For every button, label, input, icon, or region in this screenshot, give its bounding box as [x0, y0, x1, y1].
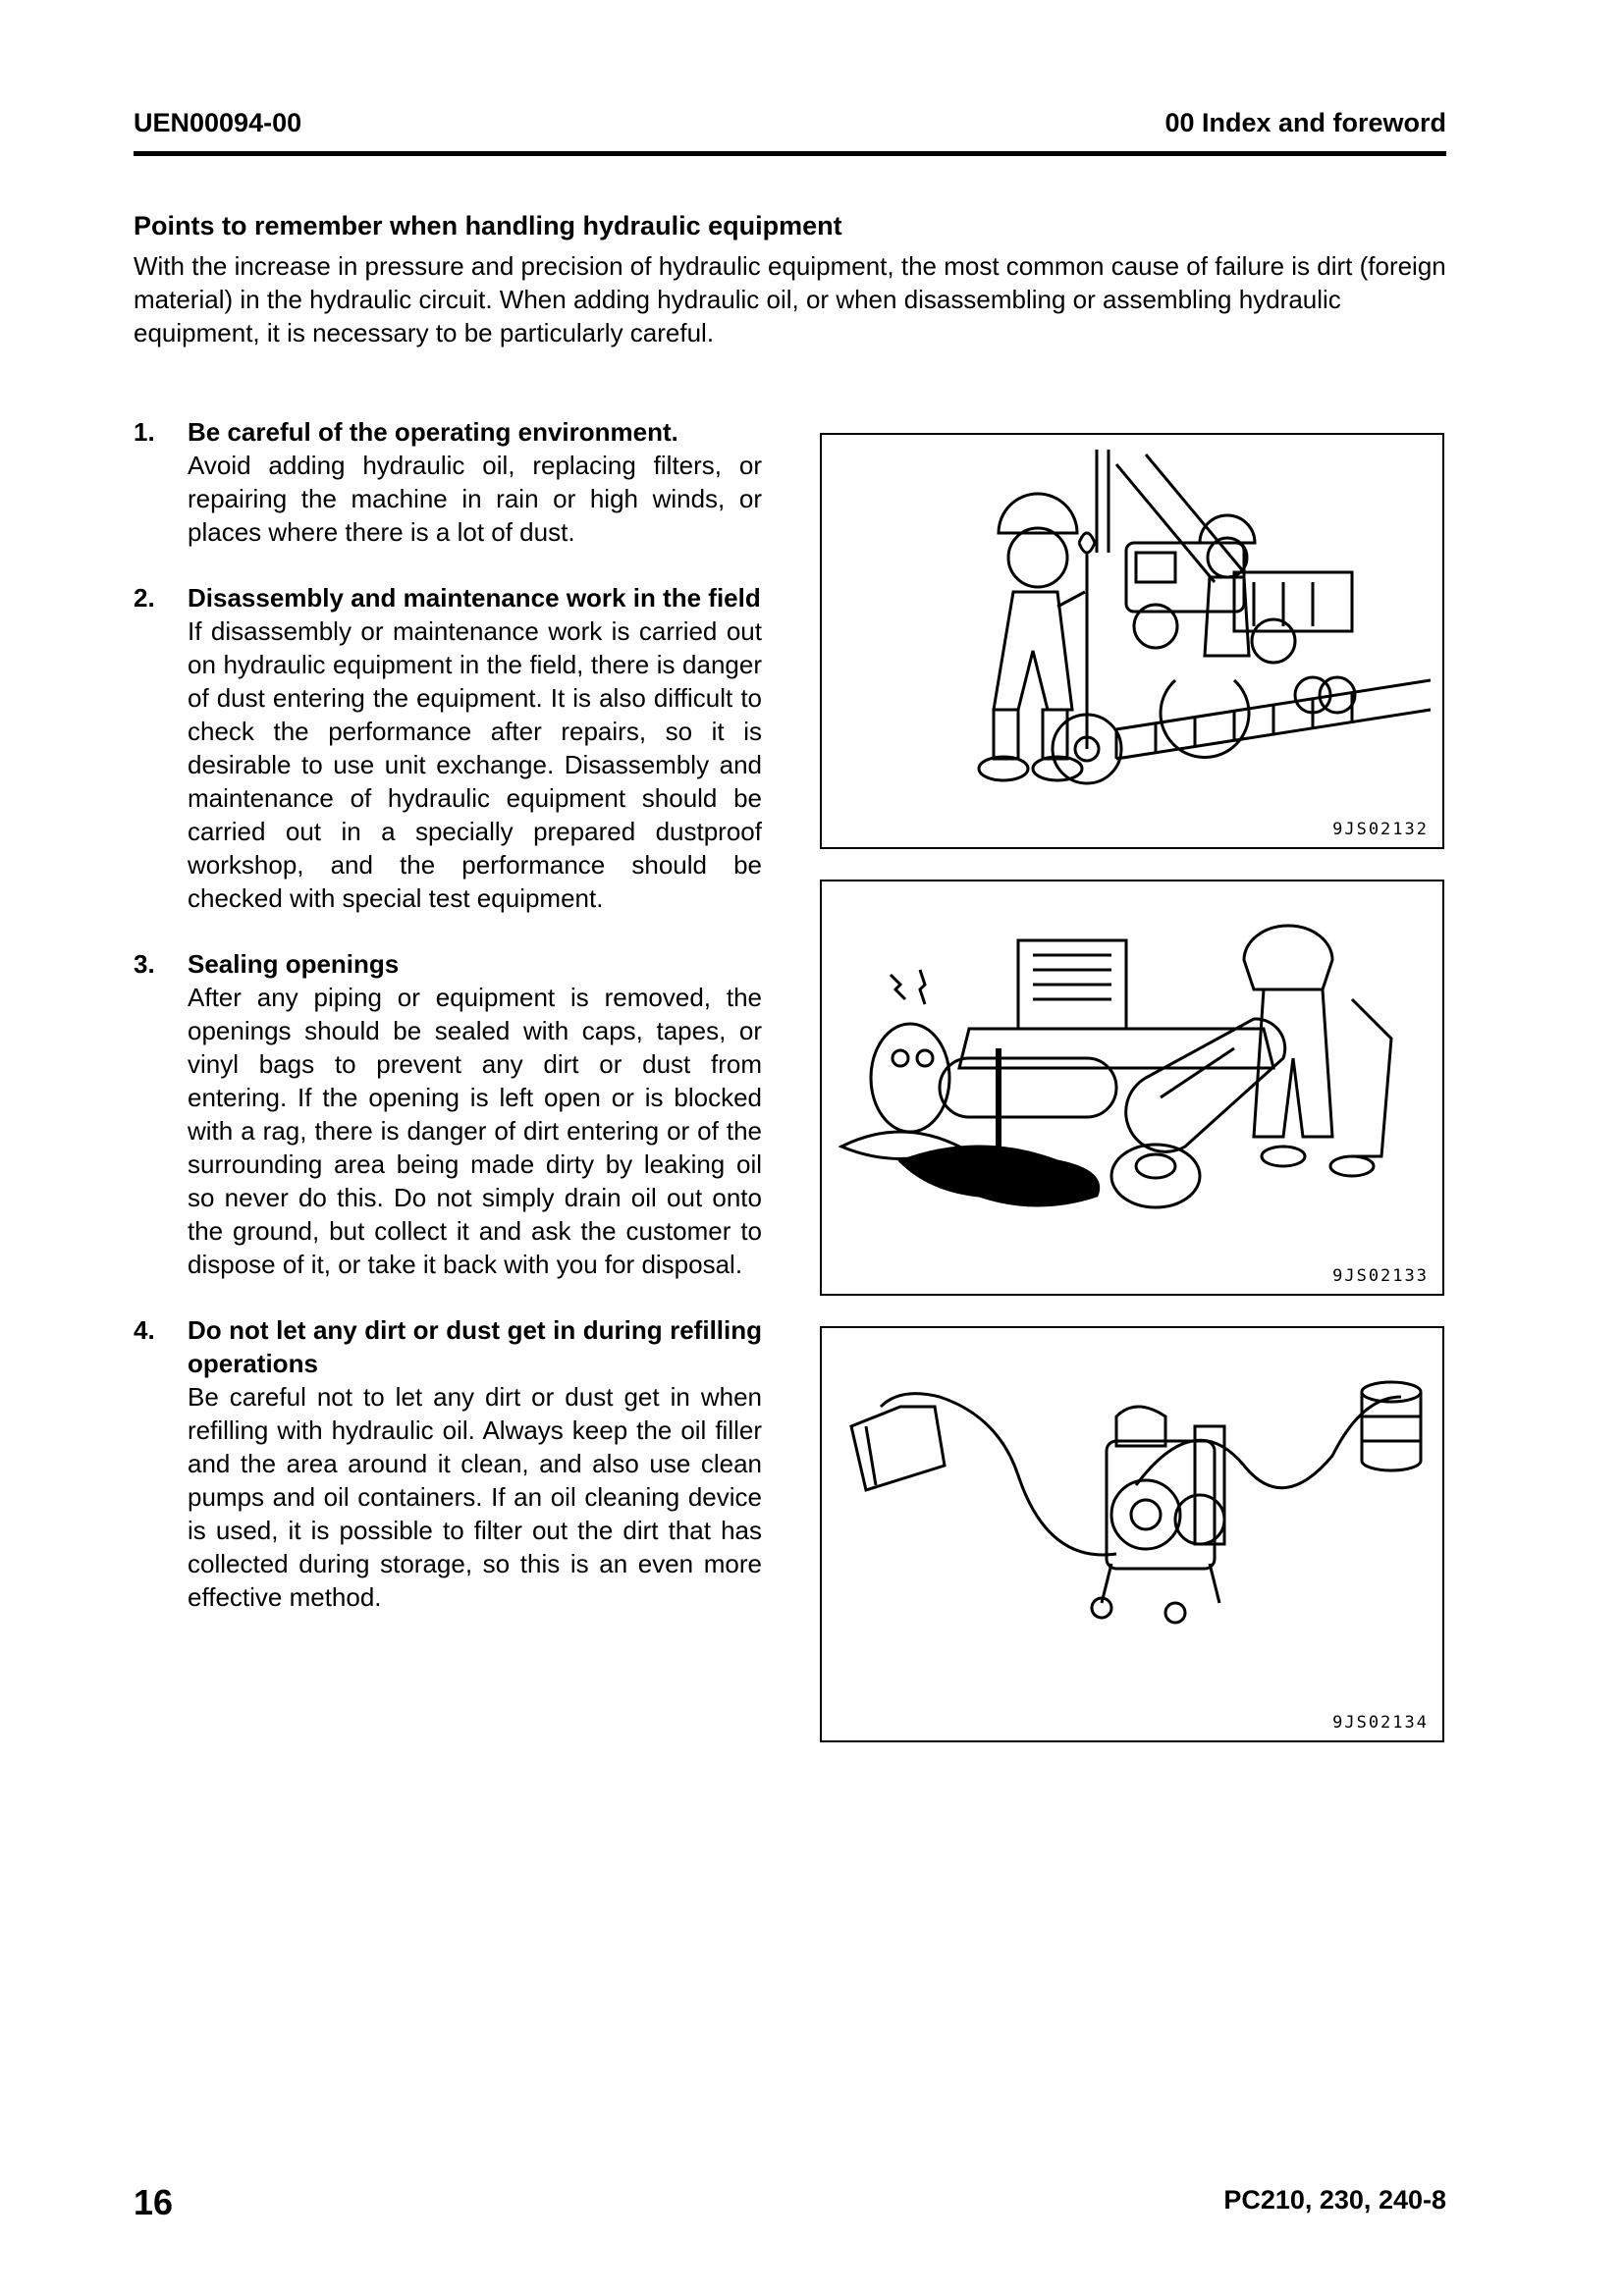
- item-title: Do not let any dirt or dust get in during refilling operations: [188, 1315, 762, 1378]
- oil-cleaning-illustration: [822, 1328, 1442, 1740]
- intro-text: With the increase in pressure and precision of hydraulic equipment, the most common cause of failure is dirt (foreign material) in the hydraulic circuit. When adding hydraulic oil, or when disassembling or assembling hydraulic equipment, it is necessary to be particularly careful.: [134, 251, 1446, 347]
- item-title: Disassembly and maintenance work in the field: [188, 583, 761, 613]
- page-number: 16: [134, 2182, 174, 2222]
- item-title: Sealing openings: [188, 949, 400, 979]
- header-rule: [134, 151, 1446, 156]
- model-number: PC210, 230, 240-8: [1223, 2185, 1446, 2215]
- list-item: [134, 415, 762, 549]
- item-body: If disassembly or maintenance work is carried out on hydraulic equipment in the field, there is danger of dust entering the equipment. It is also difficult to check the performance after repairs, so it is desirable to use unit exchange. Disassembly and maintenance of hydraulic equipment should be carried out in a specially prepared dustproof workshop, and the performance should be checked with special test equipment.: [188, 616, 762, 913]
- list-item: [134, 581, 762, 915]
- item-number: 2.: [134, 583, 155, 613]
- figure-code: 9JS02134: [1332, 1713, 1429, 1733]
- figure-code: 9JS02133: [1332, 1266, 1429, 1286]
- item-body: Be careful not to let any dirt or dust get in when refilling with hydraulic oil. Always keep the oil filler and the area around it clean, and also use clean pumps and oil containers. If an oil cleaning device is used, it is possible to filter out the dirt that has collected during storage, so this is an even more effective method.: [188, 1382, 762, 1612]
- procedure-list: [134, 415, 762, 1646]
- intro-title: Points to remember when handling hydraulic equipment: [134, 211, 842, 240]
- figure-field-repair: [820, 433, 1444, 849]
- document-id: UEN00094-00: [134, 108, 302, 137]
- item-number: 4.: [134, 1315, 155, 1345]
- list-item: [134, 947, 762, 1281]
- figure-oil-cleaning-device: [820, 1326, 1444, 1742]
- item-body: Avoid adding hydraulic oil, replacing filters, or repairing the machine in rain or high winds, or places where there is a lot of dust.: [188, 451, 762, 547]
- list-item: [134, 1313, 762, 1614]
- item-body: After any piping or equipment is removed, the openings should be sealed with caps, tapes, or vinyl bags to prevent any dirt or dust from entering. If the opening is left open or is blocked with a rag, there is danger of dirt entering or of the surrounding area being made dirty by leaking oil so never do this. Do not simply drain oil out onto the ground, but collect it and ask the customer to dispose of it, or take it back with you for disposal.: [188, 983, 762, 1279]
- figure-code: 9JS02132: [1332, 820, 1429, 839]
- item-title: Be careful of the operating environment.: [188, 417, 678, 447]
- field-repair-illustration: [822, 435, 1442, 847]
- item-number: 3.: [134, 949, 155, 979]
- item-number: 1.: [134, 417, 155, 447]
- section-title: 00 Index and foreword: [1164, 108, 1446, 137]
- figure-oil-leak: [820, 880, 1444, 1296]
- oil-leak-illustration: [822, 881, 1442, 1294]
